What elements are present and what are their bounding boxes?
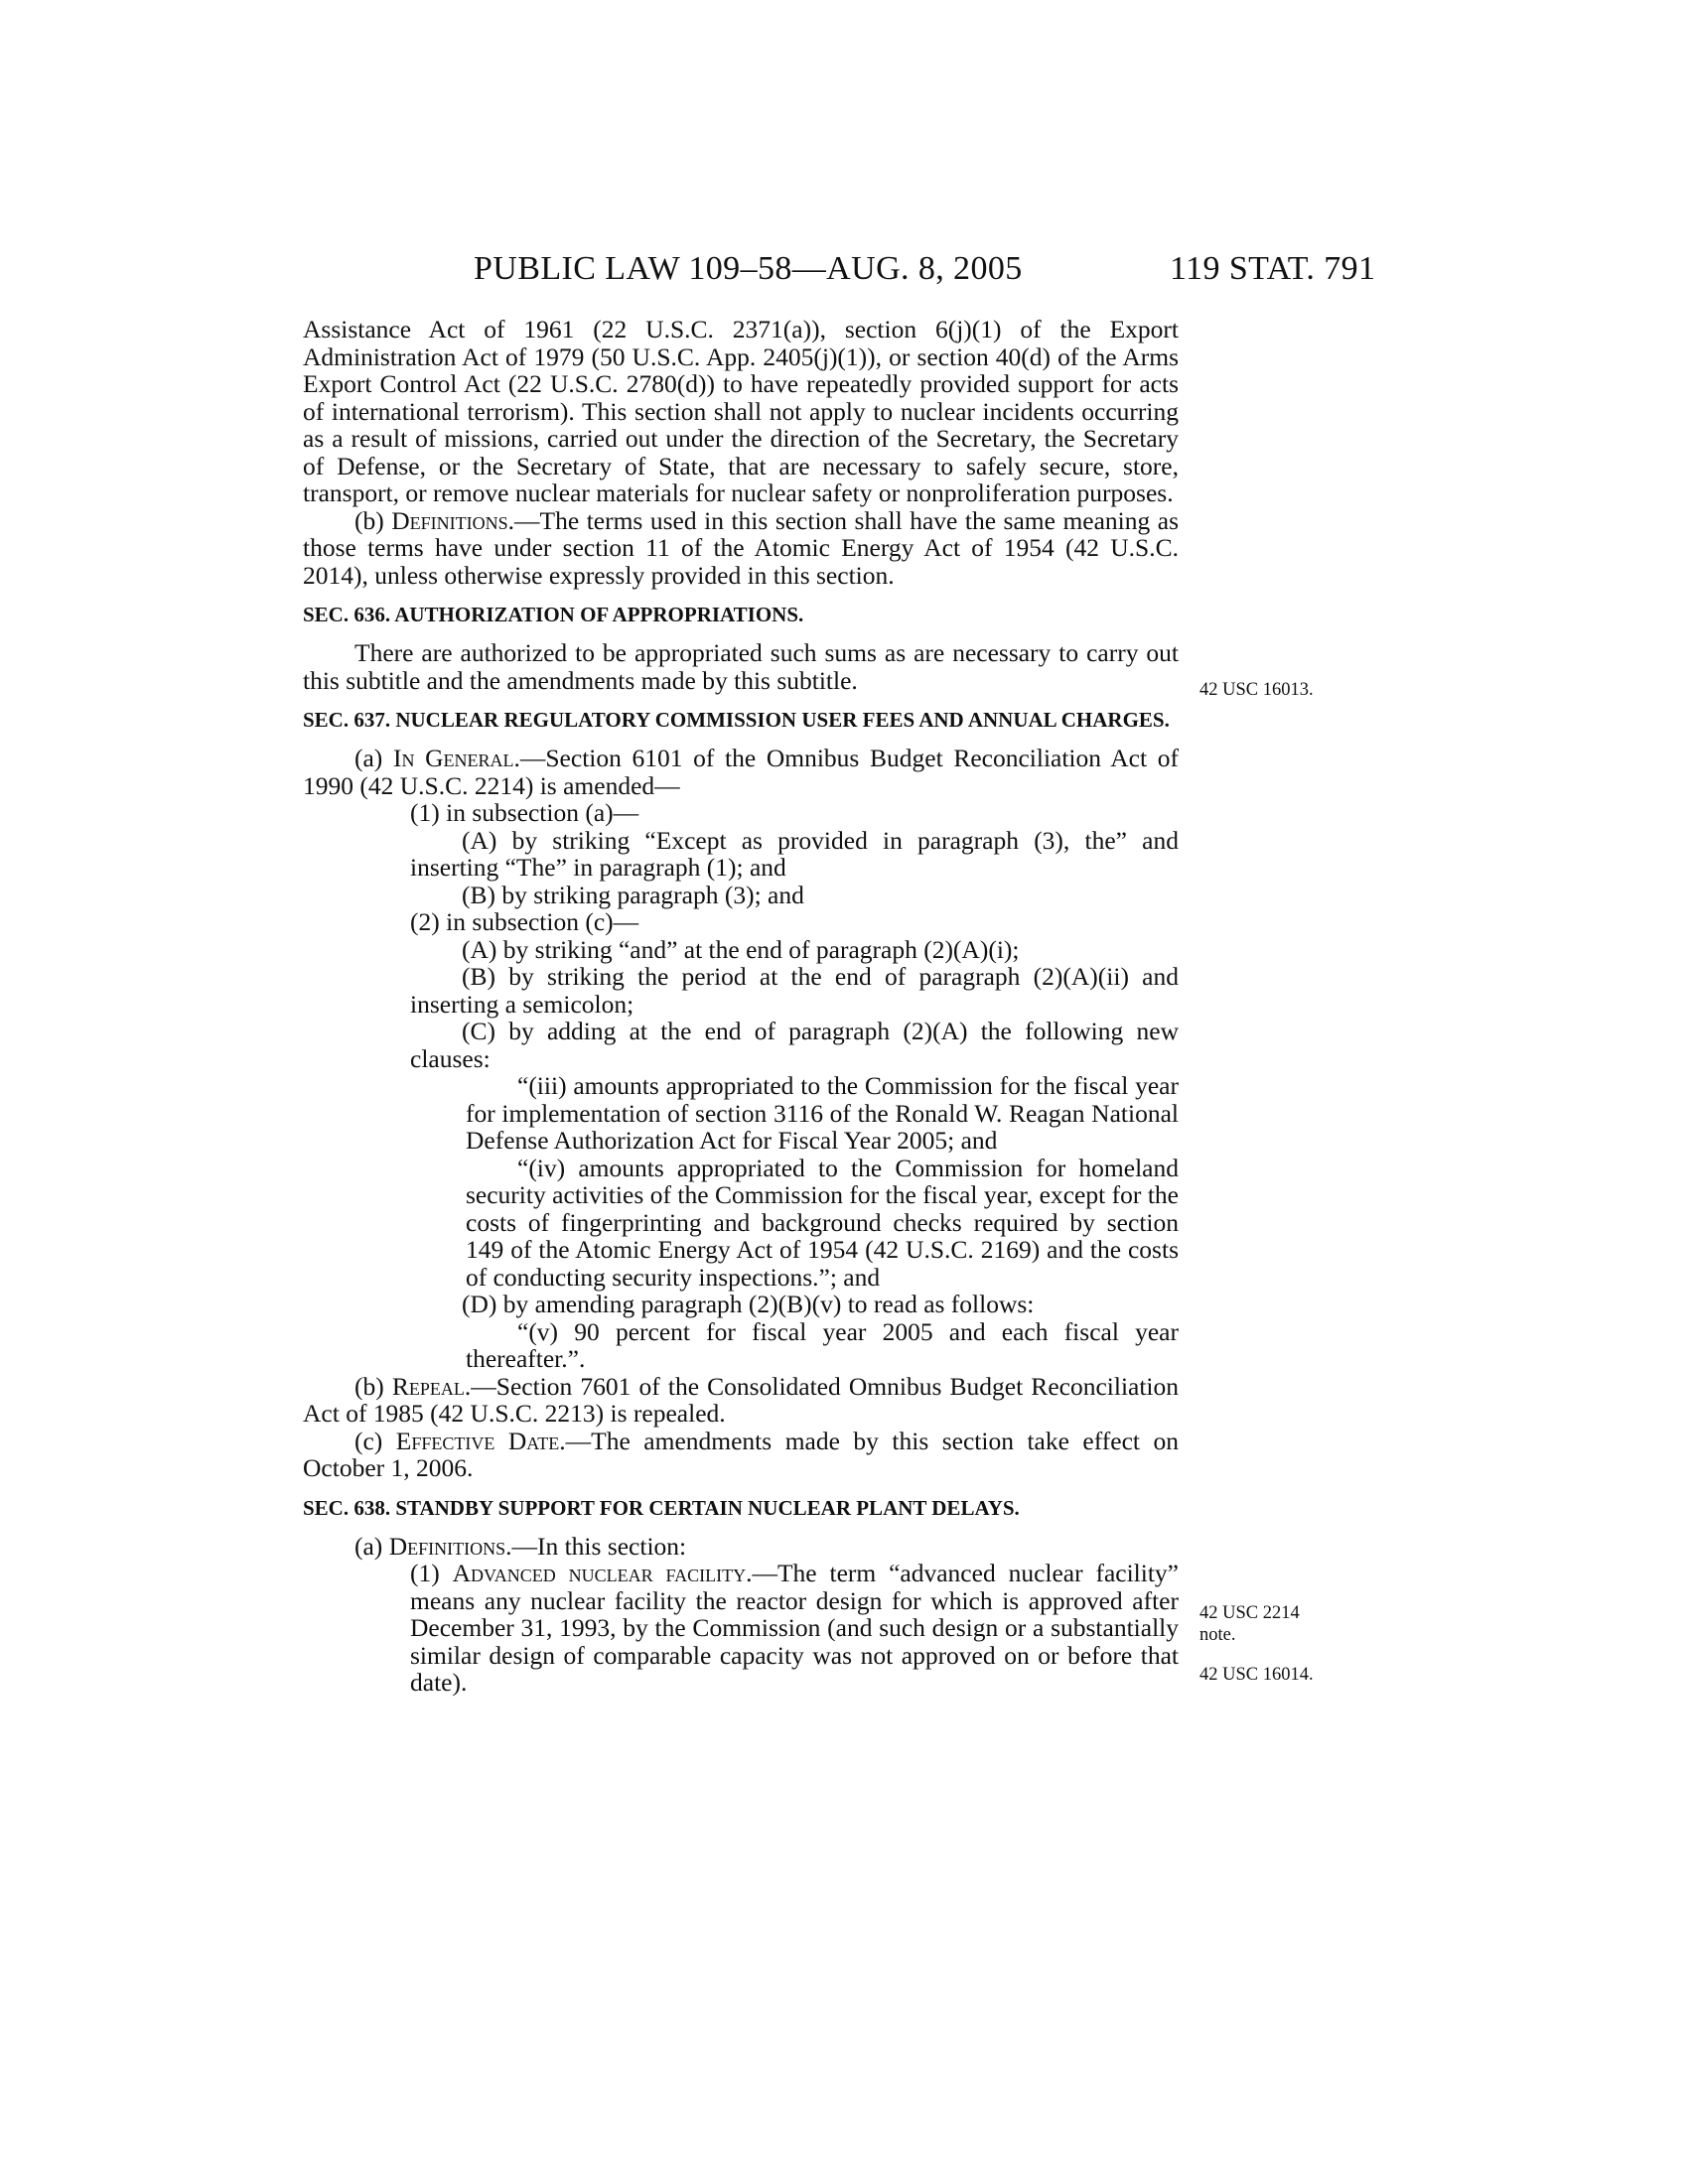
paragraph-text: .—The term “advanced nuclear facility” means any nuclear facility the reactor design for which is approved after December 31, 1993, by the Commission (and such design or a substantially similar design of comparable capacity was not approved on or before that date). — [410, 1559, 1180, 1697]
paragraph-637-1A: (A) by striking “Except as provided in paragraph (3), the” and inserting “The” in paragraph (1); and — [410, 825, 1179, 882]
running-head-title: PUBLIC LAW 109–58—AUG. 8, 2005 — [474, 250, 1023, 287]
margin-note-line: note. — [1199, 1625, 1236, 1645]
section-heading-636: SEC. 636. AUTHORIZATION OF APPROPRIATIONS. — [303, 603, 804, 626]
document-body — [303, 316, 1179, 1697]
subsection-text: .—The terms used in this section shall have the same meaning as those terms have under section 11 of the Atomic Energy Act of 1954 (42 U.S.C. 2014), unless otherwise expressly provided in this section. — [303, 505, 1179, 590]
paragraph-heading: Advanced nuclear facility — [452, 1559, 747, 1587]
paragraph-638-a — [303, 1533, 1179, 1561]
paragraph-637-2C: (C) by adding at the end of paragraph (2)(A) the following new clauses: — [410, 1017, 1179, 1073]
margin-note-line: 42 USC 16014. — [1199, 1665, 1314, 1685]
paragraph-637-c — [303, 1428, 1179, 1482]
paragraph-definitions — [303, 507, 1179, 590]
paragraph-637-1B: (B) by striking paragraph (3); and — [462, 880, 804, 909]
paragraph-637-2B: (B) by striking the period at the end of paragraph (2)(A)(ii) and inserting a semicolon; — [410, 962, 1179, 1019]
subsection-text: .—The amendments made by this section take effect on October 1, 2006. — [303, 1426, 1179, 1482]
paragraph-637-2: (2) in subsection (c)— — [410, 907, 639, 936]
subsection-label: (a) — [354, 1531, 389, 1561]
subsection-text: .—Section 7601 of the Consolidated Omnibus Budget Reconciliation Act of 1985 (42 U.S.C. 2213) is repealed. — [303, 1371, 1180, 1428]
paragraph-637-1: (1) in subsection (a)— — [410, 798, 639, 827]
paragraph-637-2A: (A) by striking “and” at the end of paragraph (2)(A)(i); — [462, 934, 1020, 964]
paragraph-637-clause-iii: “(iii) amounts appropriated to the Commission for the fiscal year for implementation of section 3116 of the Ronald W. Reagan National Defense Authorization Act for Fiscal Year 2005; and — [466, 1071, 1179, 1155]
subsection-text: .—In this section: — [505, 1531, 687, 1561]
paragraph-637-clause-iv: “(iv) amounts appropriated to the Commission for homeland security activities of the Commission for the fiscal year, except for the costs of fingerprinting and background checks required by section 149 of the Atomic Energy Act of 1954 (42 U.S.C. 2169) and the costs of conducting security inspections.”; and — [466, 1153, 1179, 1292]
subsection-heading: In General — [392, 744, 514, 772]
paragraph-sec636: There are authorized to be appropriated such sums as are necessary to carry out this subtitle and the amendments made by this subtitle. — [303, 638, 1179, 695]
paragraph-638-a-1 — [303, 1560, 1179, 1697]
paragraph-637-b — [303, 1373, 1179, 1428]
subsection-label: (b) — [354, 505, 392, 535]
subsection-text: .—Section 6101 of the Omnibus Budget Reconciliation Act of 1990 (42 U.S.C. 2214) is amended— — [303, 744, 1179, 800]
statute-page-number: 119 STAT. 791 — [1170, 250, 1376, 287]
paragraph-intro: Assistance Act of 1961 (22 U.S.C. 2371(a)), section 6(j)(1) of the Export Administration Act of 1979 (50 U.S.C. App. 2405(j)(1)), or section 40(d) of the Arms Export Control Act (22 U.S.C. 2780(d)) to have repeatedly provided support for acts of international terrorism). This section shall not apply to nuclear incidents occurring as a result of missions, carried out under the direction of the Secretary, the Secretary of Defense, or the Secretary of State, that are necessary to safely secure, store, transport, or remove nuclear materials for nuclear safety or nonproliferation purposes. — [303, 315, 1179, 507]
section-heading-638: SEC. 638. STANDBY SUPPORT FOR CERTAIN NUCLEAR PLANT DELAYS. — [303, 1495, 1020, 1520]
section-heading-637: SEC. 637. NUCLEAR REGULATORY COMMISSION USER FEES AND ANNUAL CHARGES. — [303, 708, 1170, 732]
subsection-label: (b) — [354, 1371, 392, 1401]
paragraph-637-a — [303, 745, 1179, 799]
margin-note-line: 42 USC 16013. — [1199, 680, 1314, 700]
paragraph-label: (1) — [410, 1559, 453, 1587]
margin-note-usc-16013 — [1199, 679, 1314, 701]
margin-note-line: 42 USC 2214 — [1199, 1603, 1300, 1623]
subsection-heading: Effective Date — [395, 1426, 560, 1455]
paragraph-637-clause-v: “(v) 90 percent for fiscal year 2005 and each fiscal year thereafter.”. — [466, 1316, 1179, 1373]
subsection-label: (c) — [354, 1426, 396, 1455]
subsection-heading: Definitions — [391, 505, 508, 535]
subsection-heading: Definitions — [388, 1531, 506, 1561]
subsection-label: (a) — [354, 744, 393, 772]
page-header — [0, 250, 1688, 294]
margin-note-usc-2214-note — [1199, 1602, 1300, 1646]
paragraph-637-2D: (D) by amending paragraph (2)(B)(v) to read as follows: — [462, 1290, 1035, 1318]
margin-note-usc-16014 — [1199, 1664, 1314, 1686]
subsection-heading: Repeal — [391, 1371, 465, 1401]
